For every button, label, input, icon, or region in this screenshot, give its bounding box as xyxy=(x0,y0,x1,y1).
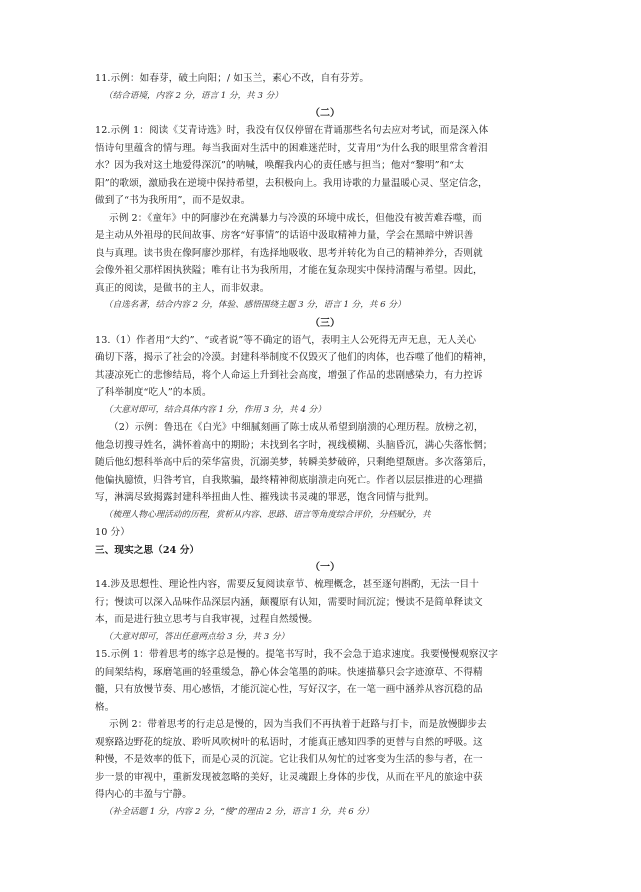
scoring-note: （大意对即可，答出任意两点给 3 分，共 3 分） xyxy=(104,631,290,642)
scoring-note: （补全话题 1 分，内容 2 分，“慢”的理由 2 分，语言 1 分，共 6 分） xyxy=(104,806,374,817)
answer-text-line: 了科举制度“吃人”的本质。 xyxy=(95,387,212,398)
answer-text-line: 本，而是进行独立思考与自我审视，过程自然缓慢。 xyxy=(95,614,318,625)
answer-text-line: 阳”的歌颂，激励我在逆境中保持希望，去积极向上。我用诗歌的力量温暖心灵、坚定信念， xyxy=(95,177,488,189)
answer-text-line: 随后他幻想科举高中后的荣华富贵，沉溺美梦，转瞬美梦破碎，只剩绝望颓唐。多次落第后， xyxy=(95,457,493,468)
scoring-note: （大意对即可，结合具体内容 1 分，作用 3 分，共 4 分） xyxy=(104,404,326,415)
section-heading: （一） xyxy=(310,562,340,573)
answer-text-line: 步一景的审视中，重新发现被忽略的美好，让灵魂跟上身体的步伐，从而在平凡的旅途中获 xyxy=(95,771,483,783)
scoring-note: （梳理人物心理活动的历程，赏析从内容、思路、语言等角度综合评价，分档赋分，共 xyxy=(104,509,431,520)
answer-text-line: 12.示例 1：阅读《艾青诗选》时，我没有仅仅停留在背诵那些名句去应对考试，而是深入体 xyxy=(95,125,489,136)
answer-text-line: 种慢，不是效率的低下，而是心灵的沉淀。它让我们从匆忙的过客变为生活的参与者，在一 xyxy=(95,754,483,765)
answer-text-line: 悟诗句里蕴含的情与理。每当我面对生活中的困难迷茫时，艾青用“为什么我的眼里常含着泪 xyxy=(95,142,488,154)
answer-text-line: 示例 2：带着思考的行走总是慢的，因为当我们不再执着于赶路与打卡，而是放慢脚步去 xyxy=(109,719,487,730)
answer-text-line: 确切下落，揭示了社会的冷漠。封建科举制度不仅毁灭了他们的肉体，也吞噬了他们的精神， xyxy=(95,352,493,363)
answer-text-line: 他急切搜寻姓名，满怀着高中的期盼；未找到名字时，视线模糊、头脑昏沉，满心失落怅惘； xyxy=(95,439,493,451)
answer-text-line: 其凄凉死亡的悲惨结局，将个人命运上升到社会高度，增强了作品的悲剧感染力，有力控诉 xyxy=(95,369,483,381)
answer-text-line: 14.涉及思想性、理论性内容，需要反复阅读章节、梳理概念，甚至逐句斟酌，无法一目十 xyxy=(95,579,479,590)
answer-text-line: 良与真理。读书贵在像阿廖沙那样，有选择地吸收、思考并转化为自己的精神养分，否则就 xyxy=(95,247,483,259)
answer-text-line: 示例 2：《童年》中的阿廖沙在充满暴力与冷漠的环境中成长，但他没有被苦难吞噬，而 xyxy=(109,212,482,224)
answer-text-line: 的间架结构，琢磨笔画的轻重缓急，静心体会笔墨的韵味。快速描摹只会字迹潦草、不得精 xyxy=(95,666,483,678)
answer-text-line: 写，淋漓尽致揭露封建科举扭曲人性、摧残读书灵魂的罪恶，饱含同情与批判。 xyxy=(95,492,435,503)
answer-key-content xyxy=(95,70,555,821)
answer-text-line: 10 分） xyxy=(95,527,130,538)
section-heading: （二） xyxy=(310,108,340,119)
section-heading: （三） xyxy=(310,317,340,329)
answer-text-line: 13.（1）作者用“大约”、“或者说”等不确定的语气，表明主人公死得无声无息，无人关心 xyxy=(95,334,477,346)
answer-text-line: 观察路边野花的绽放、聆听风吹树叶的私语时，才能真正感知四季的更替与自然的呼吸。这 xyxy=(95,736,483,748)
answer-text-line: 他偏执臆愤，归咎考官，自我欺骗，最终精神彻底崩溃走向死亡。作者以层层推进的心理描 xyxy=(95,474,483,486)
answer-text-line: 髓，只有放慢节奏、用心感悟，才能沉淀心性，写好汉字，在一笔一画中涵养从容沉稳的品 xyxy=(95,684,483,695)
answer-text-line: 得内心的丰盈与宁静。 xyxy=(95,789,192,800)
answer-text-line: 真正的阅读，是做书的主人，而非奴隶。 xyxy=(95,282,270,294)
answer-text-line: 水？因为我对这土地爱得深沉”的呐喊，唤醒我内心的责任感与担当；他对“黎明”和“太 xyxy=(95,160,464,171)
answer-text-line: 会像外祖父那样困执狭隘；唯有让书为我所用，才能在复杂现实中保持清醒与希望。因此， xyxy=(95,265,483,276)
answer-text-line: 15.示例 1：带着思考的练字总是慢的。提笔书写时，我不会急于追求速度。我要慢慢观察汉字 xyxy=(95,649,498,660)
answer-text-line: 是主动从外祖母的民间故事、房客“好事情”的话语中汲取精神力量，学会在黑暗中辨识善 xyxy=(95,230,474,241)
answer-text-line: 做到了“书为我所用”，而不是奴隶。 xyxy=(95,195,251,206)
answer-text-line: 格。 xyxy=(95,701,115,713)
scoring-note: （结合语境，内容 2 分，语言 1 分，共 3 分） xyxy=(104,90,283,101)
answer-text-line: 行；慢读可以深入品味作品深层内涵，颠覆原有认知，需要时间沉淀；慢读不是简单释读文 xyxy=(95,596,483,608)
part-heading: 三、现实之思（24 分） xyxy=(95,544,200,556)
answer-text-line: 11.示例：如春芽，破土向阳；/ 如玉兰，素心不改，自有芬芳。 xyxy=(95,73,370,84)
scoring-note: （自选名著，结合内容 2 分，体验、感悟围绕主题 3 分，语言 1 分，共 6 分） xyxy=(104,300,406,310)
answer-text-line: （2）示例：鲁迅在《白光》中细腻刻画了陈士成从希望到崩溃的心理历程。放榜之初， xyxy=(109,422,484,433)
